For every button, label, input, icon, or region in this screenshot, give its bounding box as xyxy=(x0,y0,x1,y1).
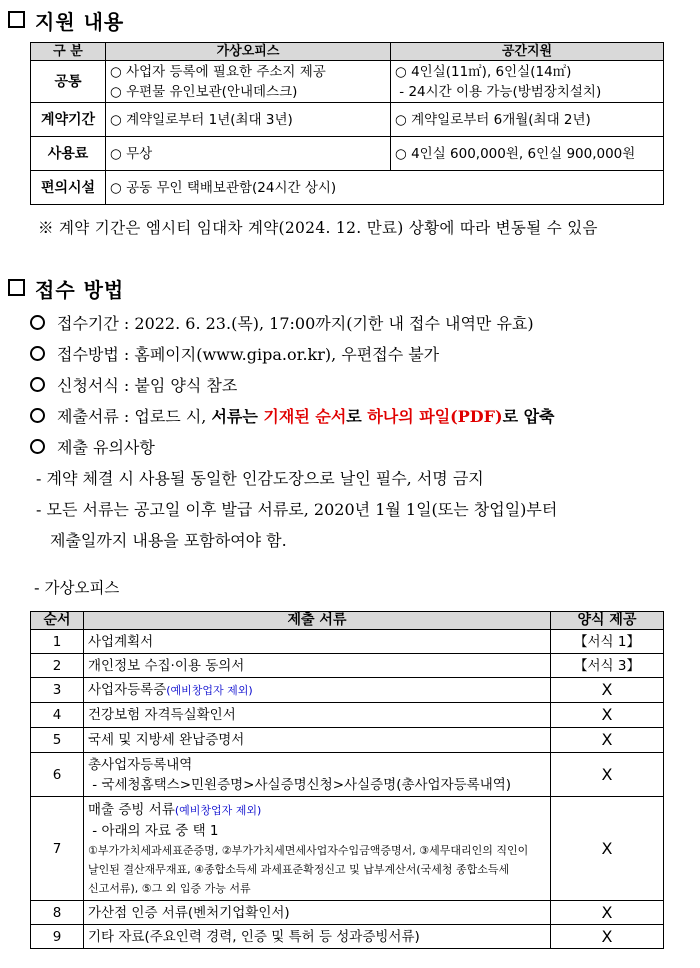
doc-sub: - 국세청홈택스>민원증명>사실증명신청>사실증명(총사업자등록내역) xyxy=(88,776,512,793)
row-form: 【서식 3】 xyxy=(551,654,664,678)
cell-line: ○ 4인실(11㎡), 6인실(14㎡) xyxy=(395,63,572,80)
row-document: 가산점 인증 서류(벤처기업확인서) xyxy=(84,901,551,925)
row-form: X xyxy=(551,797,664,901)
list-item xyxy=(30,432,670,463)
header-order: 순서 xyxy=(31,612,84,630)
row-document: 국세 및 지방세 완납증명서 xyxy=(84,728,551,753)
section-support-title: 지원 내용 xyxy=(8,6,124,35)
table-header-row xyxy=(31,612,664,630)
doc-title xyxy=(88,800,546,821)
row-form: 【서식 1】 xyxy=(551,630,664,654)
row-document: 사업계획서 xyxy=(84,630,551,654)
item-text: 신청서식 : 붙임 양식 참조 xyxy=(57,376,238,395)
sub-item-continuation: 제출일까지 내용을 포함하여야 함. xyxy=(50,531,287,550)
row-number: 6 xyxy=(31,753,84,797)
virtual-cell: ○ 무상 xyxy=(106,137,391,171)
circle-bullet-icon xyxy=(30,315,45,330)
row-number: 1 xyxy=(31,630,84,654)
row-document xyxy=(84,678,551,703)
row-number: 5 xyxy=(31,728,84,753)
checkbox-square-icon xyxy=(8,279,25,296)
circle-bullet-icon xyxy=(30,439,45,454)
doc-sub: - 아래의 자료 중 택 1 xyxy=(88,822,219,839)
header-form: 양식 제공 xyxy=(551,612,664,630)
circle-bullet-icon xyxy=(30,377,45,392)
doc-detail: 신고서류), ⑤그 외 입증 가능 서류 xyxy=(88,881,251,895)
doc-text: 매출 증빙 서류 xyxy=(88,801,175,818)
merged-cell: ○ 공동 무인 택배보관함(24시간 상시) xyxy=(106,171,664,205)
header-documents: 제출 서류 xyxy=(84,612,551,630)
row-label: 사용료 xyxy=(31,137,106,171)
item-text: 접수기간 : 2022. 6. 23.(목), 17:00까지(기한 내 접수 내역만 유효) xyxy=(57,314,534,333)
list-item xyxy=(30,370,670,401)
item-red: 기재된 순서 xyxy=(263,407,347,426)
row-form: X xyxy=(551,728,664,753)
table-row xyxy=(31,797,664,901)
row-label: 계약기간 xyxy=(31,103,106,137)
table-row xyxy=(31,61,664,103)
sub-item: - 모든 서류는 공고일 이후 발급 서류로, 2020년 1월 1일(또는 창업일)부터 xyxy=(36,500,558,519)
row-form: X xyxy=(551,753,664,797)
row-label: 편의시설 xyxy=(31,171,106,205)
virtual-office-label: - 가상오피스 xyxy=(34,579,120,597)
doc-text: 사업자등록증 xyxy=(88,681,167,698)
table-header-row xyxy=(31,43,664,61)
table-row xyxy=(31,137,664,171)
item-bold: 로 압축 xyxy=(502,407,555,426)
item-text: 접수방법 : 홈페이지(www.gipa.or.kr), 우편접수 불가 xyxy=(57,345,440,364)
row-form: X xyxy=(551,901,664,925)
row-document xyxy=(84,753,551,797)
doc-note: (예비창업자 제외) xyxy=(174,803,262,817)
row-document: 기타 자료(주요인력 경력, 인증 및 특허 등 성과증빙서류) xyxy=(84,925,551,949)
cell-line: - 24시간 이용 가능(방범장치설치) xyxy=(395,83,602,100)
header-category: 구 분 xyxy=(31,43,106,61)
row-number: 2 xyxy=(31,654,84,678)
item-bold: 서류는 xyxy=(211,407,264,426)
row-form: X xyxy=(551,678,664,703)
item-bold: 로 xyxy=(346,407,368,426)
table-row xyxy=(31,925,664,949)
row-document: 개인정보 수집·이용 동의서 xyxy=(84,654,551,678)
doc-text: 총사업자등록내역 xyxy=(88,756,193,773)
table-row xyxy=(31,630,664,654)
row-number: 9 xyxy=(31,925,84,949)
row-document xyxy=(84,797,551,901)
table-row xyxy=(31,654,664,678)
virtual-cell: ○ 계약일로부터 1년(최대 3년) xyxy=(106,103,391,137)
circle-bullet-icon xyxy=(30,346,45,361)
list-item xyxy=(30,339,670,370)
cell-line: ○ 사업자 등록에 필요한 주소지 제공 xyxy=(110,63,326,80)
list-item xyxy=(30,401,670,432)
row-number: 4 xyxy=(31,703,84,728)
list-item xyxy=(30,308,670,339)
table-row xyxy=(31,703,664,728)
space-cell: ○ 계약일로부터 6개월(최대 2년) xyxy=(391,103,664,137)
row-form: X xyxy=(551,703,664,728)
virtual-cell xyxy=(106,61,391,103)
documents-table xyxy=(30,611,664,949)
circle-bullet-icon xyxy=(30,408,45,423)
contract-note: ※ 계약 기간은 엠시티 임대차 계약(2024. 12. 만료) 상황에 따라 변동될 수 있음 xyxy=(38,219,598,237)
item-text: 제출 유의사항 xyxy=(57,438,155,457)
checkbox-square-icon xyxy=(8,11,25,28)
table-row xyxy=(31,678,664,703)
item-text: 제출서류 : 업로드 시, xyxy=(57,407,212,426)
space-cell xyxy=(391,61,664,103)
table-row xyxy=(31,753,664,797)
row-form: X xyxy=(551,925,664,949)
cell-line: ○ 우편물 유인보관(안내데스크) xyxy=(110,83,298,100)
table-row xyxy=(31,103,664,137)
row-number: 3 xyxy=(31,678,84,703)
doc-note: (예비창업자 제외) xyxy=(166,683,253,697)
row-number: 8 xyxy=(31,901,84,925)
item-red: 하나의 파일(PDF) xyxy=(367,407,503,426)
table-row xyxy=(31,728,664,753)
row-document: 건강보험 자격득실확인서 xyxy=(84,703,551,728)
sub-item: - 계약 체결 시 사용될 동일한 인감도장으로 날인 필수, 서명 금지 xyxy=(36,469,484,488)
header-virtual-office: 가상오피스 xyxy=(106,43,391,61)
table-row xyxy=(31,901,664,925)
header-space-support: 공간지원 xyxy=(391,43,664,61)
row-number: 7 xyxy=(31,797,84,901)
table-row xyxy=(31,171,664,205)
support-table xyxy=(30,42,664,205)
doc-detail: 날인된 결산재무재표, ④종합소득세 과세표준확정신고 및 납부계산서(국세청 종합소득세 xyxy=(88,862,510,876)
doc-detail: ①부가가치세과세표준증명, ②부가가치세면세사업자수입금액증명서, ③세무대리인의 직인이 xyxy=(88,843,529,857)
row-label: 공통 xyxy=(31,61,106,103)
application-list xyxy=(30,308,670,556)
space-cell: ○ 4인실 600,000원, 6인실 900,000원 xyxy=(391,137,664,171)
section-application-title: 접수 방법 xyxy=(8,274,124,303)
